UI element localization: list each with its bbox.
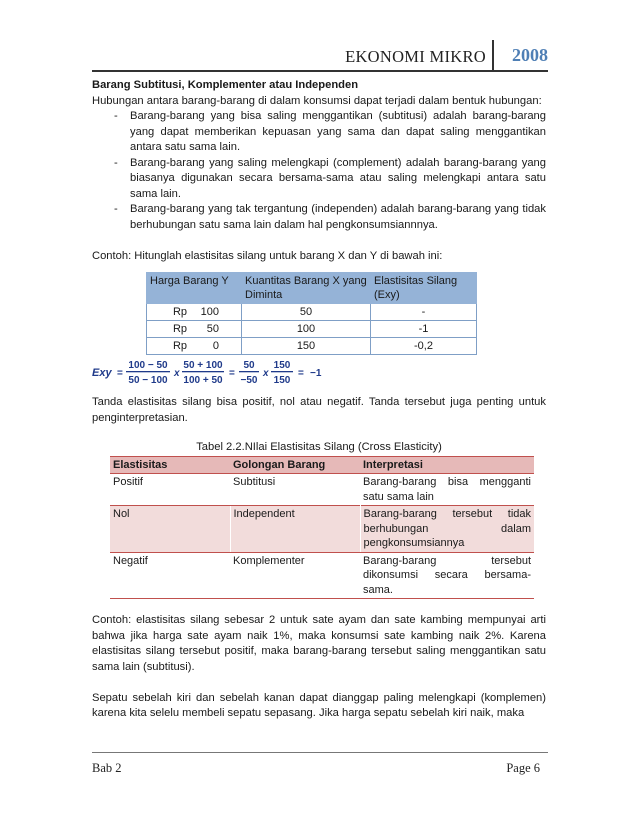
table-row bbox=[110, 474, 534, 506]
quantity-cell: 100 bbox=[242, 321, 371, 338]
price-value: 100 bbox=[200, 306, 219, 318]
formula-equals: = bbox=[298, 368, 304, 379]
footer-chapter: Bab 2 bbox=[92, 761, 122, 775]
section-intro: Hubungan antara barang-barang di dalam konsumsi dapat terjadi dalam bentuk hubungan: bbox=[92, 94, 542, 107]
fraction-bar bbox=[239, 371, 259, 372]
table-cell: Barang-barang tersebut tidak berhubungan dalam pengkonsumsiannya bbox=[360, 506, 534, 553]
bullet-text: Barang-barang yang tak tergantung (independen) adalah barang-barang yang tidak berhubungan satu sama lain dalam hal pengkonsumsiannnya. bbox=[130, 203, 546, 231]
cross-elasticity-table bbox=[110, 456, 534, 600]
price-cell bbox=[147, 321, 242, 338]
bullet-text: Barang-barang yang bisa saling menggantikan (subtitusi) adalah barang-barang yang dapat memberikan kepuasan yang sama dan dapat saling menggantikan antara satu sama lain. bbox=[130, 110, 546, 153]
table-header-cell: Golongan Barang bbox=[230, 456, 360, 474]
footer-page-number: Page 6 bbox=[506, 761, 540, 775]
table-cell: Nol bbox=[110, 506, 230, 553]
fraction-numerator: 50 bbox=[243, 360, 255, 371]
fraction-numerator: 100 − 50 bbox=[128, 360, 168, 371]
table-header-cell: Kuantitas Barang X yang Diminta bbox=[242, 273, 371, 304]
fraction-denominator: 100 + 50 bbox=[183, 375, 223, 386]
table-cell: Independent bbox=[230, 506, 360, 553]
table2-caption: Tabel 2.2.NIlai Elastisitas Silang (Cross Elasticity) bbox=[196, 441, 442, 453]
fraction-denominator: 150 bbox=[273, 375, 291, 386]
table-row bbox=[110, 506, 534, 553]
formula-equals: = bbox=[117, 368, 123, 379]
quantity-cell: 50 bbox=[242, 304, 371, 321]
table-cell: Negatif bbox=[110, 552, 230, 599]
table-header-row bbox=[147, 273, 477, 304]
section-heading: Barang Subtitusi, Komplementer atau Independen bbox=[92, 79, 359, 91]
price-value: 50 bbox=[206, 323, 219, 335]
exy-cell: -1 bbox=[371, 321, 477, 338]
formula-equals: = bbox=[229, 368, 235, 379]
header-year: 2008 bbox=[512, 45, 548, 65]
fraction-bar bbox=[126, 371, 170, 372]
bullet-marker: - bbox=[114, 203, 118, 215]
table-row bbox=[147, 304, 477, 321]
fraction-bar bbox=[271, 371, 293, 372]
quantity-cell: 150 bbox=[242, 338, 371, 355]
bullet-item bbox=[92, 202, 546, 233]
header-divider bbox=[492, 40, 494, 70]
price-value: 0 bbox=[212, 340, 219, 352]
table-row bbox=[110, 552, 534, 599]
table-header-cell: Interpretasi bbox=[360, 456, 534, 474]
example1-intro: Contoh: Hitunglah elastisitas silang untuk barang X dan Y di bawah ini: bbox=[92, 249, 443, 262]
table-cell: Subtitusi bbox=[230, 474, 360, 506]
bullet-item bbox=[92, 156, 546, 203]
table-header-cell: Elastisitas bbox=[110, 456, 230, 474]
exy-formula bbox=[92, 357, 546, 387]
bullet-marker: - bbox=[114, 110, 118, 122]
formula-times: x bbox=[174, 368, 180, 379]
formula-lhs: Exy bbox=[92, 367, 112, 379]
fraction-numerator: 150 bbox=[273, 360, 291, 371]
currency-label: Rp bbox=[172, 340, 188, 352]
table-cell: Positif bbox=[110, 474, 230, 506]
price-cell bbox=[147, 338, 242, 355]
exy-cell: -0,2 bbox=[371, 338, 477, 355]
table-row bbox=[147, 338, 477, 355]
formula-result: −1 bbox=[310, 368, 322, 379]
currency-label: Rp bbox=[172, 306, 188, 318]
bullet-item bbox=[92, 109, 546, 156]
table-cell: Barang-barang tersebut dikonsumsi secara bersama-sama. bbox=[360, 552, 534, 599]
sign-paragraph: Tanda elastisitas silang bisa positif, nol atau negatif. Tanda tersebut juga penting untuk penginterpretasian. bbox=[92, 396, 546, 424]
page-body bbox=[92, 78, 546, 722]
fraction-denominator: −50 bbox=[240, 375, 258, 386]
page-footer bbox=[92, 752, 548, 783]
table-header-cell: Harga Barang Y bbox=[147, 273, 242, 304]
header-title: EKONOMI MIKRO bbox=[345, 47, 486, 66]
fraction-numerator: 50 + 100 bbox=[183, 360, 223, 371]
table-header-cell: Elastisitas Silang (Exy) bbox=[371, 273, 477, 304]
example2-paragraph: Contoh: elastisitas silang sebesar 2 untuk sate ayam dan sate kambing mempunyai arti bahwa jika harga sate ayam naik 1%, maka konsumsi sate kambing naik 2%. Karena elastisitas silang tersebut positif, maka barang-barang tersebut saling menggantikan satu sama lain (subtitusi). bbox=[92, 614, 546, 673]
elasticity-table bbox=[146, 272, 477, 355]
table-cell: Barang-barang bisa mengganti satu sama lain bbox=[360, 474, 534, 506]
currency-label: Rp bbox=[172, 323, 188, 335]
fraction-bar bbox=[182, 371, 224, 372]
bullet-text: Barang-barang yang saling melengkapi (complement) adalah barang-barang yang biasanya digunakan secara bersama-sama atau saling melengkapi antara satu sama lain. bbox=[130, 156, 546, 200]
example3-paragraph: Sepatu sebelah kiri dan sebelah kanan dapat dianggap paling melengkapi (komplemen) karena kita selelu membeli sepatu sepasang. Jika harga sepatu sebelah kiri naik, maka bbox=[92, 691, 546, 719]
page-header bbox=[92, 40, 548, 72]
bullet-marker: - bbox=[114, 156, 118, 169]
fraction-denominator: 50 − 100 bbox=[128, 375, 168, 386]
formula-times: x bbox=[263, 368, 269, 379]
exy-cell: - bbox=[371, 304, 477, 321]
table-header-row bbox=[110, 456, 534, 474]
price-cell bbox=[147, 304, 242, 321]
table-cell: Komplementer bbox=[230, 552, 360, 599]
table-row bbox=[147, 321, 477, 338]
